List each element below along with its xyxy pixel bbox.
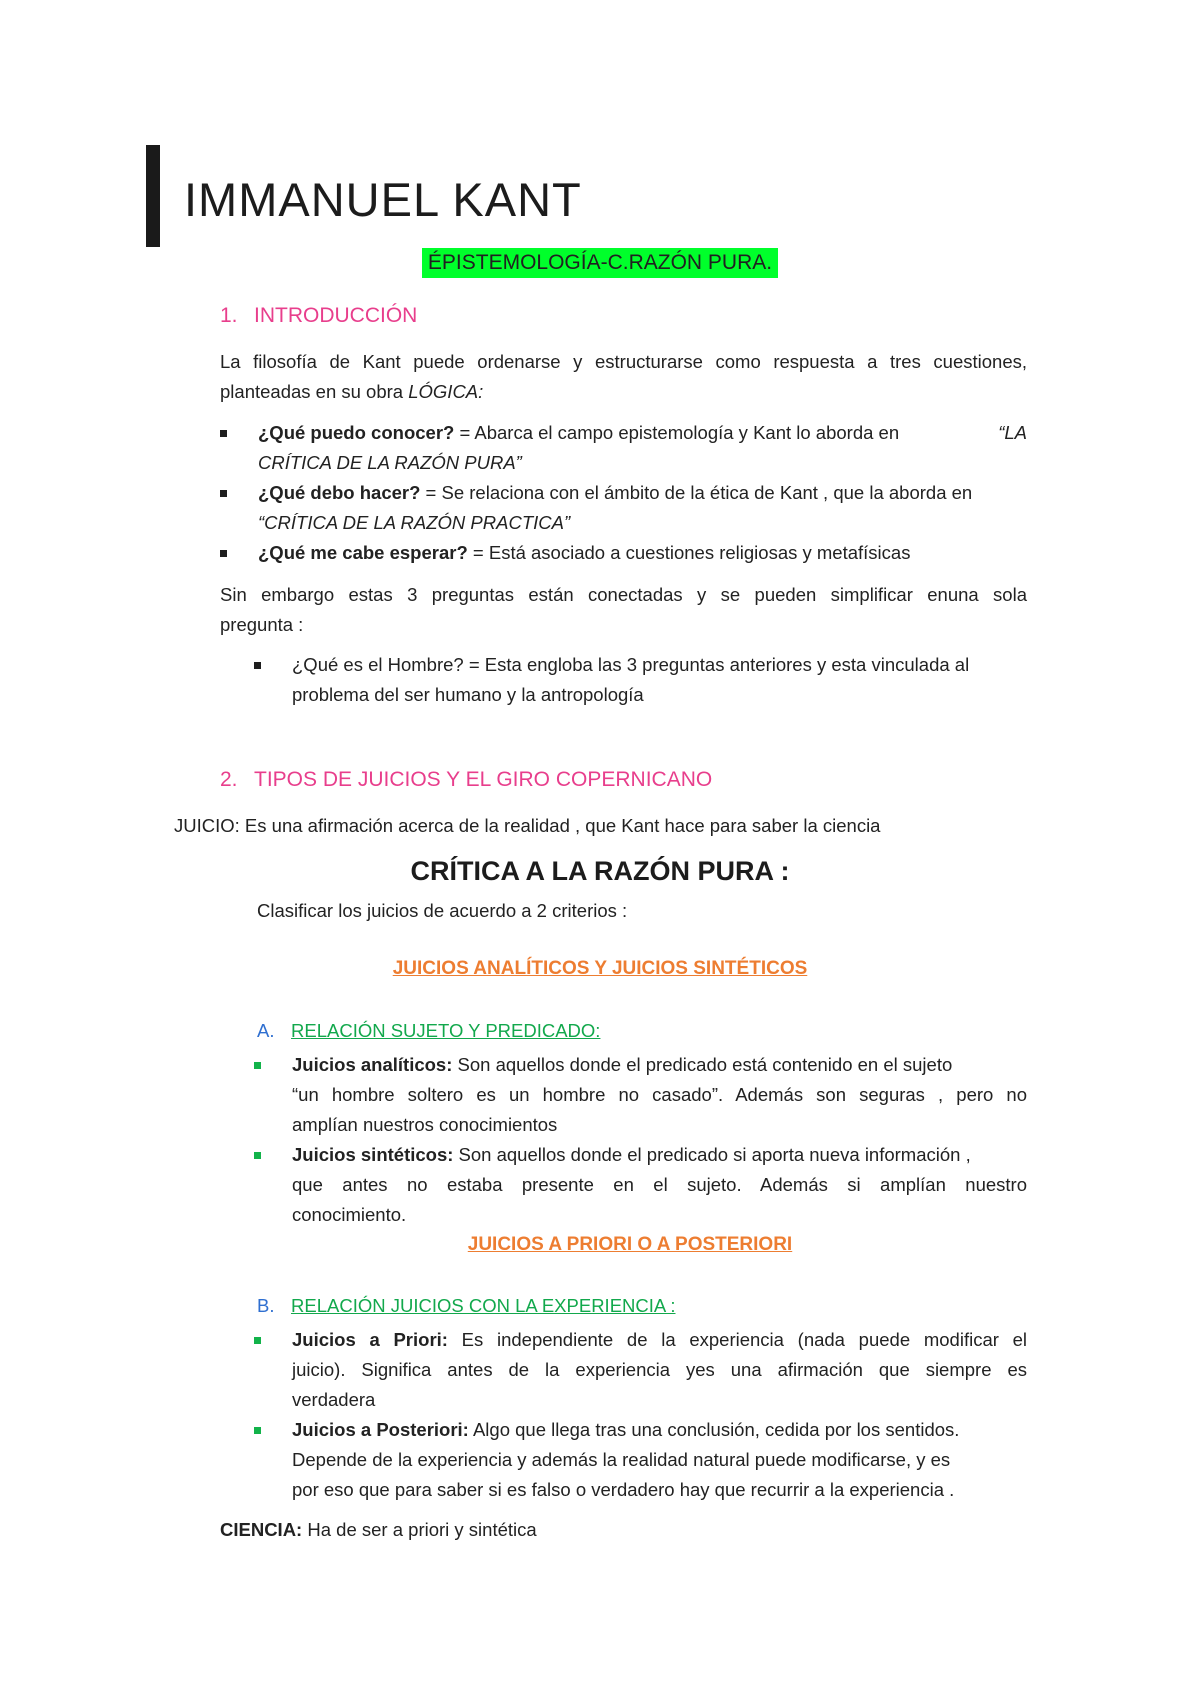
section-1-number: 1.: [220, 304, 238, 327]
sinteticos-label: Juicios sintéticos:: [292, 1144, 454, 1165]
list-item: [258, 478, 1027, 538]
bullet-square-icon: [254, 1427, 261, 1434]
aposteriori-line-1: Algo que llega tras una conclusión, cedida por los sentidos.: [468, 1419, 960, 1440]
critica-title: CRÍTICA A LA RAZÓN PURA :: [410, 856, 790, 886]
hombre-line-1: ¿Qué es el Hombre? = Esta engloba las 3 preguntas anteriores y esta vinculada al: [292, 654, 970, 675]
bullet-square-icon: [220, 430, 227, 437]
analiticos-line-2: “un hombre soltero es un hombre no casado”. Además son seguras , pero no: [292, 1084, 1027, 1105]
analiticos-heading: JUICIOS ANALÍTICOS Y JUICIOS SINTÉTICOS: [392, 958, 808, 979]
bullet-square-icon: [220, 490, 227, 497]
para2-line-2: pregunta :: [220, 614, 304, 635]
ciencia-text: Ha de ser a priori y sintética: [302, 1519, 537, 1540]
sub-b-heading: [257, 1295, 676, 1317]
aposteriori-line-2: Depende de la experiencia y además la realidad natural puede modificarse, y es: [292, 1449, 951, 1470]
list-item: [258, 538, 1027, 568]
sub-b-letter: B.: [257, 1295, 275, 1316]
analiticos-line-1: Son aquellos donde el predicado está contenido en el sujeto: [452, 1054, 953, 1075]
sub-a-title: RELACIÓN SUJETO Y PREDICADO:: [291, 1020, 601, 1041]
subtitle-wrap: [0, 248, 1200, 278]
apriori-line-2: juicio). Significa antes de la experiencia yes una afirmación que siempre es: [292, 1359, 1027, 1380]
sub-a-letter: A.: [257, 1020, 275, 1041]
list-item: [258, 418, 1027, 478]
sinteticos-line-3: conocimiento.: [292, 1204, 407, 1225]
hombre-line-2: problema del ser humano y la antropología: [292, 684, 644, 705]
list-item: [292, 1140, 1027, 1230]
sinteticos-line-1: Son aquellos donde el predicado si aporta nueva información ,: [453, 1144, 971, 1165]
juicio-definition: JUICIO: Es una afirmación acerca de la realidad , que Kant hace para saber la ciencia: [174, 815, 881, 836]
list-item: [292, 650, 1027, 710]
analiticos-label: Juicios analíticos:: [292, 1054, 453, 1075]
list-item: [292, 1415, 1027, 1505]
page-title: IMMANUEL KANT: [184, 173, 582, 226]
ciencia-label: CIENCIA:: [220, 1519, 303, 1540]
apriori-label: Juicios a Priori:: [292, 1329, 448, 1350]
question-1-label: ¿Qué puedo conocer?: [258, 422, 455, 443]
intro-line-2: [220, 377, 1027, 407]
question-1-quote-start: “LA: [998, 422, 1027, 443]
aposteriori-label: Juicios a Posteriori:: [292, 1419, 469, 1440]
bullet-square-icon: [254, 1152, 261, 1159]
aposteriori-line-3: por eso que para saber si es falso o verdadero hay que recurrir a la experiencia .: [292, 1479, 955, 1500]
intro-line-2-text: planteadas en su obra: [220, 381, 409, 402]
apriori-heading: JUICIOS A PRIORI O A POSTERIORI: [467, 1234, 793, 1255]
question-3-text: = Está asociado a cuestiones religiosas y metafísicas: [467, 542, 911, 563]
ciencia-line: [220, 1515, 537, 1545]
intro-line-1: La filosofía de Kant puede ordenarse y estructurarse como respuesta a tres cuestiones,: [220, 351, 1027, 372]
apriori-line-1: Es independiente de la experiencia (nada puede modificar el: [447, 1329, 1027, 1350]
question-2-quote: “CRÍTICA DE LA RAZÓN PRACTICA”: [258, 512, 571, 533]
section-2-title: TIPOS DE JUICIOS Y EL GIRO COPERNICANO: [254, 768, 713, 791]
clasificar-line: Clasificar los juicios de acuerdo a 2 criterios :: [257, 900, 628, 921]
section-2-number: 2.: [220, 768, 238, 791]
title-accent-bar: [146, 145, 160, 247]
apriori-line-3: verdadera: [292, 1389, 376, 1410]
subtitle-highlight: ÉPISTEMOLOGÍA-C.RAZÓN PURA.: [422, 248, 778, 278]
list-item: [292, 1050, 1027, 1140]
bullet-square-icon: [254, 662, 261, 669]
apriori-heading-wrap: [0, 1234, 1200, 1256]
question-1-text: = Abarca el campo epistemología y Kant lo aborda en: [454, 422, 900, 443]
intro-logica: LÓGICA:: [408, 381, 484, 402]
question-3-label: ¿Qué me cabe esperar?: [258, 542, 468, 563]
para2-line-1: Sin embargo estas 3 preguntas están conectadas y se pueden simplificar enuna sola: [220, 584, 1027, 605]
section-2-heading: [220, 768, 712, 792]
question-1-quote-end: CRÍTICA DE LA RAZÓN PURA”: [258, 452, 522, 473]
bullet-square-icon: [254, 1062, 261, 1069]
section-1-heading: [220, 304, 417, 328]
question-2-text: = Se relaciona con el ámbito de la ética de Kant , que la aborda en: [420, 482, 973, 503]
analiticos-heading-wrap: [0, 958, 1200, 980]
sinteticos-line-2: que antes no estaba presente en el sujeto. Además si amplían nuestro: [292, 1174, 1027, 1195]
question-2-label: ¿Qué debo hacer?: [258, 482, 421, 503]
bullet-square-icon: [254, 1337, 261, 1344]
section-1-title: INTRODUCCIÓN: [254, 304, 418, 327]
analiticos-line-3: amplían nuestros conocimientos: [292, 1114, 558, 1135]
sub-b-title: RELACIÓN JUICIOS CON LA EXPERIENCIA :: [291, 1295, 676, 1316]
sub-a-heading: [257, 1020, 600, 1042]
bullet-square-icon: [220, 550, 227, 557]
list-item: [292, 1325, 1027, 1415]
